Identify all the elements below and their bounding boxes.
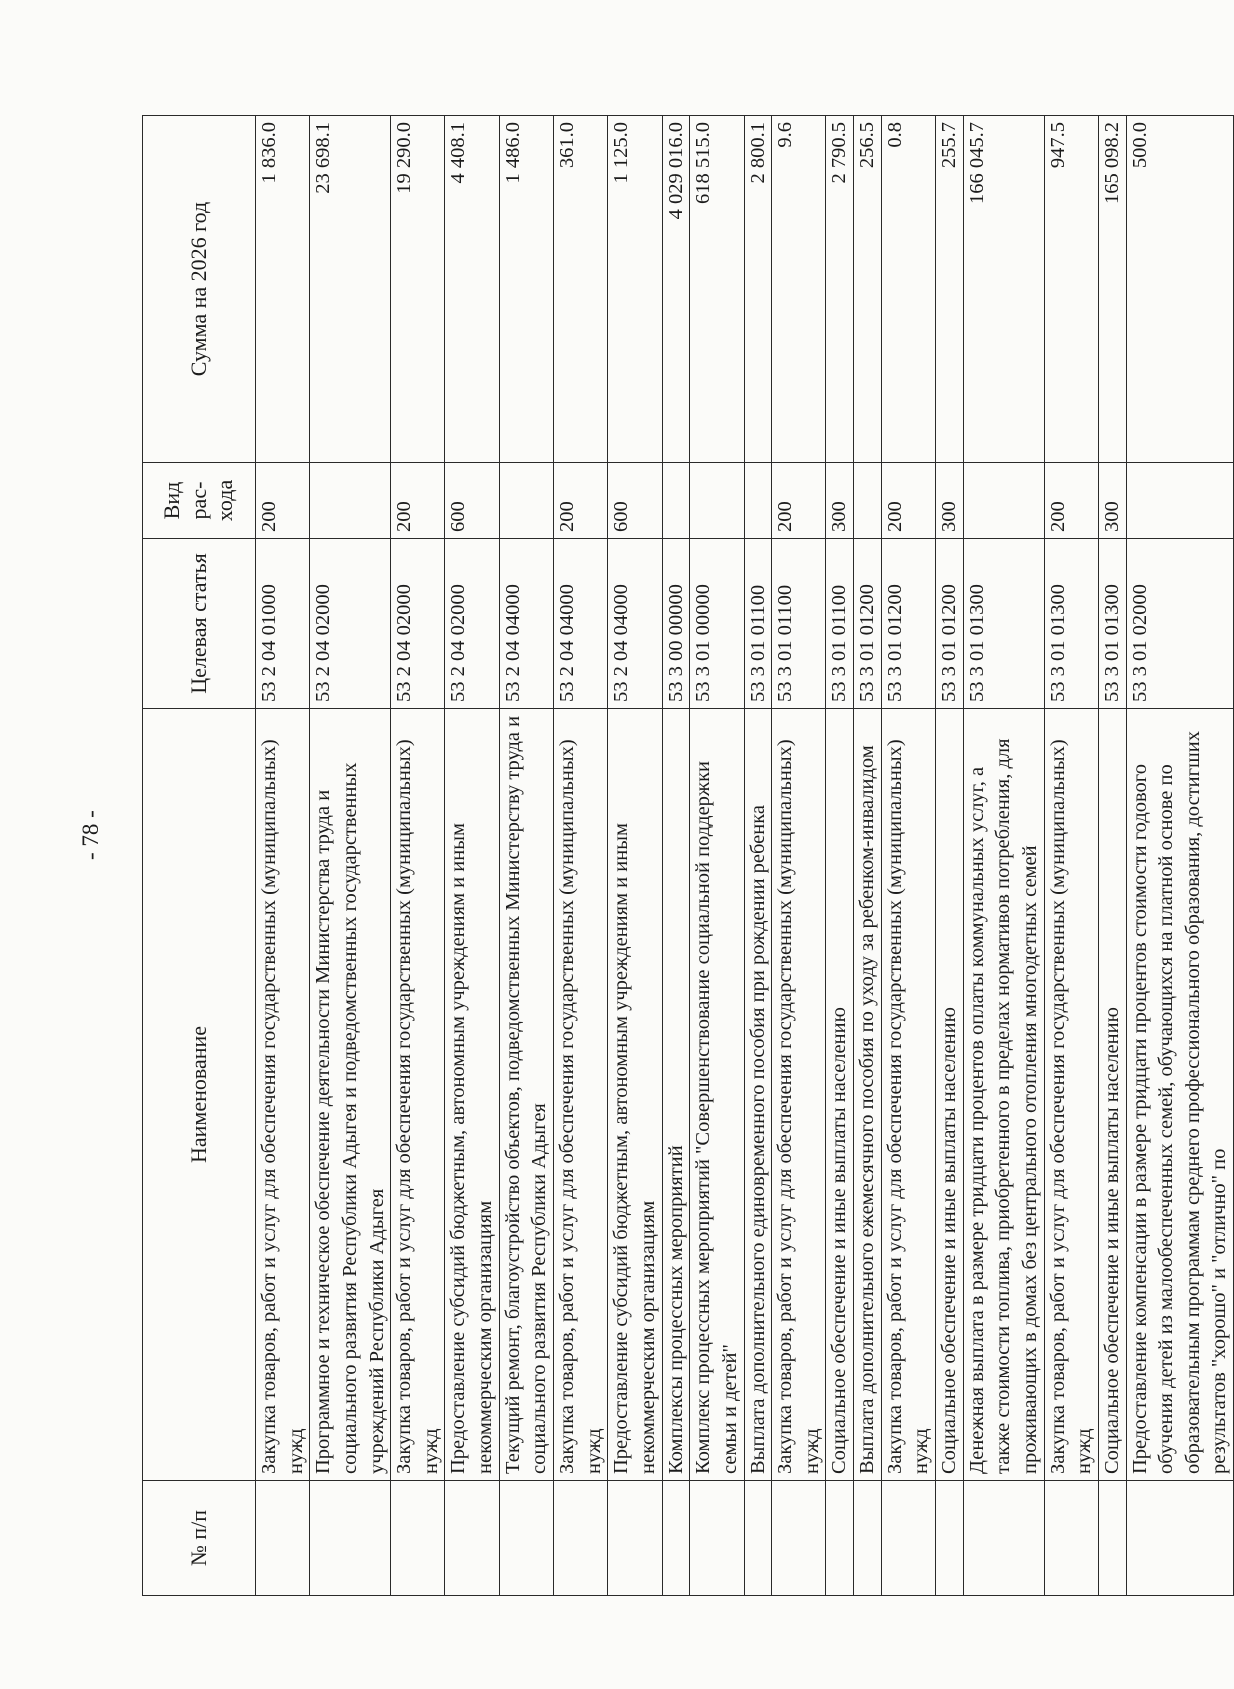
row-number-cell xyxy=(662,1481,690,1596)
row-expense-type-cell xyxy=(854,463,882,539)
row-number-cell xyxy=(690,1481,744,1596)
row-amount-cell: 256.5 xyxy=(854,116,882,463)
header-code: Целевая статья xyxy=(143,539,256,709)
page-number: - 78 - xyxy=(78,810,103,860)
row-amount-cell: 618 515.0 xyxy=(690,116,744,463)
row-name-cell: Программное и техническое обеспечение деятельности Министерства труда и социального развития Республики Адыгея и подведомственных государственных учреждений Республики Адыгея xyxy=(310,709,391,1481)
table-row xyxy=(881,116,935,1596)
row-code-cell: 53 3 01 01200 xyxy=(881,539,935,709)
row-name-cell: Социальное обеспечение и иные выплаты населению xyxy=(1098,709,1126,1481)
row-expense-type-cell: 600 xyxy=(445,463,499,539)
row-code-cell: 53 2 04 02000 xyxy=(310,539,391,709)
row-name-cell: Выплата дополнительного ежемесячного пособия по уходу за ребенком-инвалидом xyxy=(854,709,882,1481)
budget-table xyxy=(142,115,1234,1596)
rotated-table-container xyxy=(142,116,1231,1596)
row-amount-cell: 166 045.7 xyxy=(963,116,1044,463)
row-expense-type-cell: 300 xyxy=(826,463,854,539)
row-expense-type-cell xyxy=(1126,463,1234,539)
table-row xyxy=(445,116,499,1596)
row-name-cell: Закупка товаров, работ и услуг для обеспечения государственных (муниципальных) нужд xyxy=(881,709,935,1481)
row-number-cell xyxy=(445,1481,499,1596)
row-number-cell xyxy=(744,1481,772,1596)
row-expense-type-cell xyxy=(662,463,690,539)
row-name-cell: Закупка товаров, работ и услуг для обеспечения государственных (муниципальных) нужд xyxy=(554,709,608,1481)
row-number-cell xyxy=(881,1481,935,1596)
row-name-cell: Социальное обеспечение и иные выплаты населению xyxy=(826,709,854,1481)
row-expense-type-cell: 200 xyxy=(1044,463,1098,539)
row-code-cell: 53 3 01 01300 xyxy=(1044,539,1098,709)
table-row xyxy=(936,116,964,1596)
row-expense-type-cell xyxy=(963,463,1044,539)
row-code-cell: 53 2 04 04000 xyxy=(554,539,608,709)
row-code-cell: 53 3 00 00000 xyxy=(662,539,690,709)
table-row xyxy=(391,116,445,1596)
row-code-cell: 53 3 01 01100 xyxy=(826,539,854,709)
row-expense-type-cell xyxy=(690,463,744,539)
row-number-cell xyxy=(1044,1481,1098,1596)
row-number-cell xyxy=(1126,1481,1234,1596)
row-name-cell: Предоставление компенсации в размере тридцати процентов стоимости годового обучения детей из малообеспеченных семей, обучающихся на платной основе по образовательным программам среднего профессионального образования, достигших результатов "хорошо" и "отлично" по xyxy=(1126,709,1234,1481)
row-amount-cell: 1 836.0 xyxy=(256,116,310,463)
row-number-cell xyxy=(554,1481,608,1596)
row-expense-type-cell xyxy=(744,463,772,539)
row-expense-type-cell: 200 xyxy=(554,463,608,539)
row-code-cell: 53 2 04 02000 xyxy=(445,539,499,709)
row-amount-cell: 2 800.1 xyxy=(744,116,772,463)
table-row xyxy=(499,116,553,1596)
row-name-cell: Выплата дополнительного единовременного пособия при рождении ребенка xyxy=(744,709,772,1481)
row-expense-type-cell: 300 xyxy=(1098,463,1126,539)
row-name-cell: Предоставление субсидий бюджетным, автономным учреждениям и иным некоммерческим организациям xyxy=(445,709,499,1481)
row-name-cell: Комплексы процессных мероприятий xyxy=(662,709,690,1481)
table-row xyxy=(256,116,310,1596)
table-row xyxy=(826,116,854,1596)
row-code-cell: 53 3 01 01100 xyxy=(744,539,772,709)
row-amount-cell: 0.8 xyxy=(881,116,935,463)
row-number-cell xyxy=(391,1481,445,1596)
row-amount-cell: 361.0 xyxy=(554,116,608,463)
row-name-cell: Закупка товаров, работ и услуг для обеспечения государственных (муниципальных) нужд xyxy=(772,709,826,1481)
row-name-cell: Закупка товаров, работ и услуг для обеспечения государственных (муниципальных) нужд xyxy=(391,709,445,1481)
table-row xyxy=(554,116,608,1596)
row-number-cell xyxy=(1098,1481,1126,1596)
row-number-cell xyxy=(499,1481,553,1596)
header-sum: Сумма на 2026 год xyxy=(143,116,256,463)
row-number-cell xyxy=(963,1481,1044,1596)
row-number-cell xyxy=(608,1481,662,1596)
table-header-row xyxy=(143,116,256,1596)
row-name-cell: Закупка товаров, работ и услуг для обеспечения государственных (муниципальных) нужд xyxy=(1044,709,1098,1481)
table-row xyxy=(744,116,772,1596)
row-number-cell xyxy=(826,1481,854,1596)
table-row xyxy=(963,116,1044,1596)
row-number-cell xyxy=(936,1481,964,1596)
row-amount-cell: 1 486.0 xyxy=(499,116,553,463)
table-row xyxy=(690,116,744,1596)
row-name-cell: Денежная выплата в размере тридцати процентов оплаты коммунальных услуг, а также стоимости топлива, приобретенного в пределах нормативов потребления, для проживающих в домах без центрального отопления многодетных семей xyxy=(963,709,1044,1481)
header-vid: Вид рас-хода xyxy=(143,463,256,539)
row-code-cell: 53 2 04 02000 xyxy=(391,539,445,709)
row-expense-type-cell xyxy=(499,463,553,539)
row-amount-cell: 4 029 016.0 xyxy=(662,116,690,463)
row-name-cell: Закупка товаров, работ и услуг для обеспечения государственных (муниципальных) нужд xyxy=(256,709,310,1481)
row-code-cell: 53 3 01 02000 xyxy=(1126,539,1234,709)
row-amount-cell: 4 408.1 xyxy=(445,116,499,463)
row-amount-cell: 19 290.0 xyxy=(391,116,445,463)
row-code-cell: 53 3 01 01300 xyxy=(1098,539,1126,709)
row-code-cell: 53 2 04 04000 xyxy=(499,539,553,709)
table-row xyxy=(310,116,391,1596)
row-number-cell xyxy=(310,1481,391,1596)
row-number-cell xyxy=(854,1481,882,1596)
row-expense-type-cell: 200 xyxy=(256,463,310,539)
row-amount-cell: 9.6 xyxy=(772,116,826,463)
row-amount-cell: 165 098.2 xyxy=(1098,116,1126,463)
row-expense-type-cell: 600 xyxy=(608,463,662,539)
row-amount-cell: 255.7 xyxy=(936,116,964,463)
row-expense-type-cell: 200 xyxy=(772,463,826,539)
table-row xyxy=(662,116,690,1596)
row-name-cell: Текущий ремонт, благоустройство объектов, подведомственных Министерству труда и социального развития Республики Адыгея xyxy=(499,709,553,1481)
row-code-cell: 53 3 01 01300 xyxy=(963,539,1044,709)
row-code-cell: 53 3 01 01200 xyxy=(854,539,882,709)
table-row xyxy=(1098,116,1126,1596)
row-name-cell: Социальное обеспечение и иные выплаты населению xyxy=(936,709,964,1481)
row-expense-type-cell: 200 xyxy=(391,463,445,539)
row-expense-type-cell xyxy=(310,463,391,539)
row-amount-cell: 23 698.1 xyxy=(310,116,391,463)
table-row xyxy=(772,116,826,1596)
table-row xyxy=(1126,116,1234,1596)
header-no: № п/п xyxy=(143,1481,256,1596)
row-expense-type-cell: 300 xyxy=(936,463,964,539)
row-code-cell: 53 3 01 01200 xyxy=(936,539,964,709)
row-amount-cell: 500.0 xyxy=(1126,116,1234,463)
row-amount-cell: 947.5 xyxy=(1044,116,1098,463)
row-code-cell: 53 2 04 01000 xyxy=(256,539,310,709)
row-name-cell: Предоставление субсидий бюджетным, автономным учреждениям и иным некоммерческим организациям xyxy=(608,709,662,1481)
row-amount-cell: 2 790.5 xyxy=(826,116,854,463)
row-amount-cell: 1 125.0 xyxy=(608,116,662,463)
row-number-cell xyxy=(772,1481,826,1596)
table-row xyxy=(608,116,662,1596)
row-expense-type-cell: 200 xyxy=(881,463,935,539)
row-number-cell xyxy=(256,1481,310,1596)
row-code-cell: 53 3 01 01100 xyxy=(772,539,826,709)
row-name-cell: Комплекс процессных мероприятий "Совершенствование социальной поддержки семьи и детей" xyxy=(690,709,744,1481)
row-code-cell: 53 2 04 04000 xyxy=(608,539,662,709)
table-row xyxy=(854,116,882,1596)
header-name: Наименование xyxy=(143,709,256,1481)
table-row xyxy=(1044,116,1098,1596)
row-code-cell: 53 3 01 00000 xyxy=(690,539,744,709)
table-body xyxy=(256,116,1234,1596)
